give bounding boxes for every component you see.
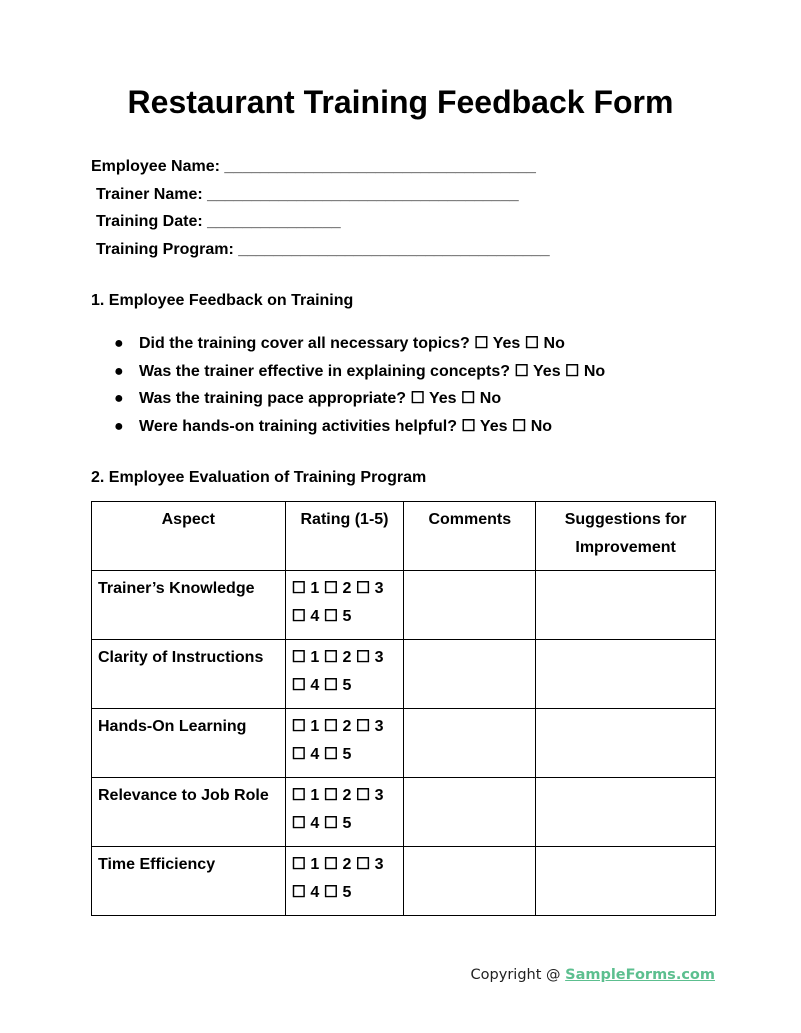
list-item[interactable]: ● Was the training pace appropriate? ☐ Yes ☐ No	[91, 385, 605, 413]
column-header: Aspect	[92, 502, 286, 571]
employee-name-field[interactable]: Employee Name: ___________________________________	[91, 158, 536, 175]
table-header-row	[92, 502, 716, 571]
aspect-cell: Trainer’s Knowledge	[92, 571, 286, 640]
page-title: Restaurant Training Feedback Form	[127, 84, 674, 120]
aspect-cell: Clarity of Instructions	[92, 640, 286, 709]
comments-cell[interactable]	[404, 847, 536, 916]
bullet-icon: ●	[114, 390, 124, 407]
evaluation-table	[91, 501, 716, 916]
aspect-cell: Time Efficiency	[92, 847, 286, 916]
column-header: Comments	[404, 502, 536, 571]
list-item[interactable]: ● Did the training cover all necessary topics? ☐ Yes ☐ No	[91, 330, 605, 358]
column-header: Rating (1-5)	[285, 502, 404, 571]
table-row	[92, 847, 716, 916]
comments-cell[interactable]	[404, 709, 536, 778]
suggestions-cell[interactable]	[536, 640, 716, 709]
section2-heading: 2. Employee Evaluation of Training Program	[91, 469, 427, 486]
aspect-cell: Relevance to Job Role	[92, 778, 286, 847]
feedback-questions	[91, 330, 605, 440]
rating-cell[interactable]: ☐ 1 ☐ 2 ☐ 3 ☐ 4 ☐ 5	[285, 709, 404, 778]
rating-cell[interactable]: ☐ 1 ☐ 2 ☐ 3 ☐ 4 ☐ 5	[285, 778, 404, 847]
bullet-icon: ●	[114, 417, 124, 435]
copyright: Copyright @ SampleForms.com	[470, 967, 715, 983]
rating-cell[interactable]: ☐ 1 ☐ 2 ☐ 3 ☐ 4 ☐ 5	[285, 847, 404, 916]
rating-cell[interactable]: ☐ 1 ☐ 2 ☐ 3 ☐ 4 ☐ 5	[285, 640, 404, 709]
rating-cell[interactable]: ☐ 1 ☐ 2 ☐ 3 ☐ 4 ☐ 5	[285, 571, 404, 640]
comments-cell[interactable]	[404, 640, 536, 709]
suggestions-cell[interactable]	[536, 571, 716, 640]
bullet-icon: ●	[114, 335, 124, 352]
table-row	[92, 709, 716, 778]
suggestions-cell[interactable]	[536, 709, 716, 778]
table-row	[92, 571, 716, 640]
list-item[interactable]: ● Were hands-on training activities helpful? ☐ Yes ☐ No	[91, 413, 605, 441]
training-program-field[interactable]: Training Program: ___________________________________	[96, 240, 550, 258]
list-item[interactable]: ● Was the trainer effective in explaining concepts? ☐ Yes ☐ No	[91, 358, 605, 386]
section1-heading: 1. Employee Feedback on Training	[91, 292, 354, 309]
comments-cell[interactable]	[404, 571, 536, 640]
comments-cell[interactable]	[404, 778, 536, 847]
suggestions-cell[interactable]	[536, 778, 716, 847]
suggestions-cell[interactable]	[536, 847, 716, 916]
sampleforms-link[interactable]: SampleForms.com	[565, 967, 715, 983]
employee-info-fields	[91, 153, 550, 263]
column-header: Suggestions for Improvement	[536, 502, 716, 571]
aspect-cell: Hands-On Learning	[92, 709, 286, 778]
bullet-icon: ●	[114, 362, 124, 380]
table-row	[92, 778, 716, 847]
table-row	[92, 640, 716, 709]
trainer-name-field[interactable]: Trainer Name: ___________________________________	[96, 185, 519, 203]
training-date-field[interactable]: Training Date: _______________	[96, 213, 341, 230]
